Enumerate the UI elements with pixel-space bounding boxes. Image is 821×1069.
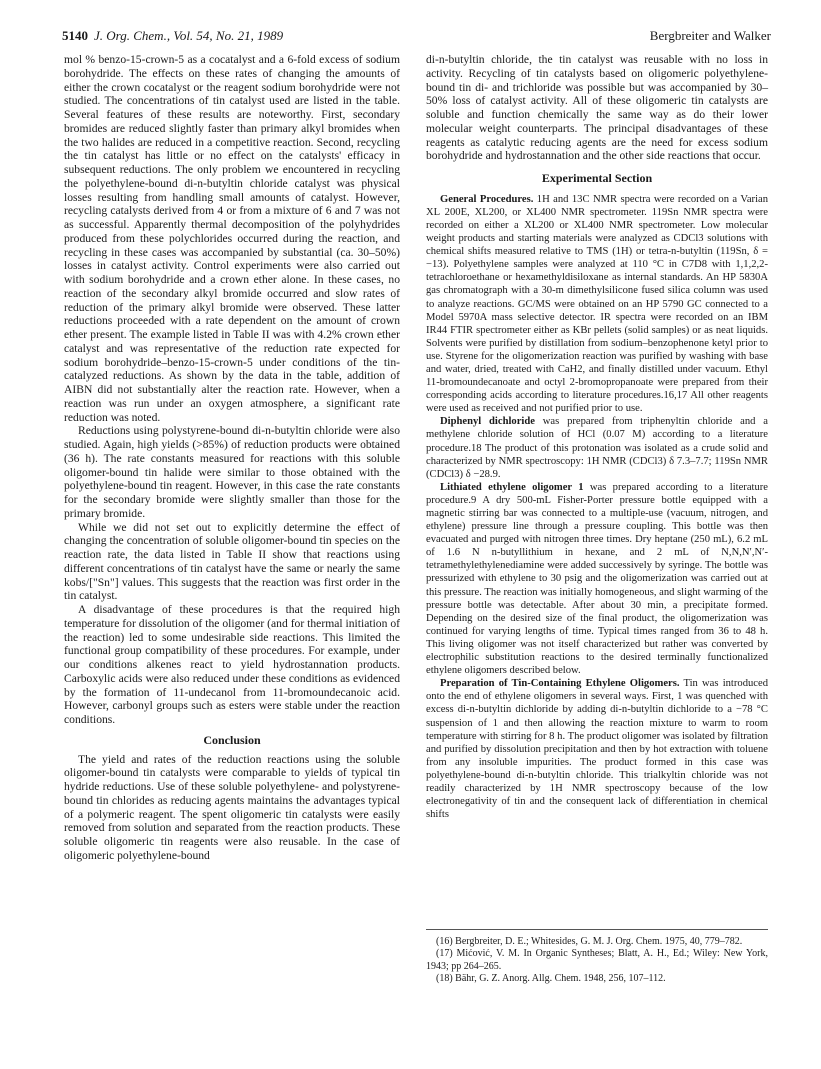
run-in-heading: Diphenyl dichloride xyxy=(440,416,535,428)
paragraph-text: was prepared from triphenyltin chloride and a methylene chloride solution of HCl (0.07 M) according to a literature procedure.18 The product of this protonation was isolated as a crude solid and characterized by NMR spectroscopy: 1H NMR (CDCl3) δ 7.3–7.7; 119Sn NMR (CDCl3) δ −28.9. xyxy=(426,416,768,480)
paragraph-text: 1H and 13C NMR spectra were recorded on a Varian XL 200E, XL200, or XL400 NMR spectrometer. 119Sn NMR spectra were recorded on either a XL200 or XL400 NMR spectrometer. Low molecular weight products and starting materials were analyzed as CDCl3 solutions with chemical shifts measured relative to TMS (1H) or tetra-n-butyltin (119Sn, δ = −13). Polyethylene samples were analyzed at 110 °C in C7D8 with 1,1,2,2-tetrachloroethane or hexamethyldisiloxane as internal standards. An HP 5830A gas chromatograph with a 30-m dimethylsilicone fused silica column was used to analyze reactions. GC/MS were obtained on an HP 5790 GC connected to a Model 5970A mass selective detector. IR spectra were recorded on an IBM IR44 FTIR spectrometer either as KBr pellets (solid samples) or as neat liquids. Solvents were purified by distillation from sodium–benzophenone ketyl prior to use. Styrene for the oligomerization reaction was purified by washing with base and water, dried, treated with CaH2, and finally distilled under vacuum. Ethyl 11-bromoundecanoate and octyl 2-bromopropanoate were prepared from their corresponding acids according to literature procedures.16,17 All other reagents were used as received and not purified prior to use. xyxy=(426,193,769,415)
conclusion-heading: Conclusion xyxy=(203,732,261,747)
journal-citation: J. Org. Chem., Vol. 54, No. 21, 1989 xyxy=(94,28,284,43)
footnote: (18) Bähr, G. Z. Anorg. Allg. Chem. 1948, 256, 107–112. xyxy=(436,972,666,984)
run-in-heading: General Procedures. xyxy=(440,193,534,205)
lithiated-oligomer-paragraph xyxy=(426,481,768,677)
body-paragraph: The yield and rates of the reduction reactions using the soluble oligomer-bound tin catalysts were comparable to yields of typical tin hydride reductions. Use of these soluble polyethylene- and polystyrene-bound tin chlorides as reducing agents maintains the advantages typical of a polymeric reagent. The spent oligomeric tin catalysts were easily removed from solution and separated from the reaction products. These soluble oligomeric tin reagents were also reusable. In the case of oligomeric polyethylene-bound xyxy=(64,752,400,862)
body-paragraph: While we did not set out to explicitly determine the effect of changing the concentration of soluble oligomer-bound tin species on the reaction rate, the data listed in Table II show that reactions using different concentrations of tin catalyst have the same or nearly the same kobs/["Sn"] values. This suggests that the reaction was first order in the tin catalyst. xyxy=(64,520,400,603)
run-in-heading: Preparation of Tin-Containing Ethylene Oligomers. xyxy=(440,678,680,690)
run-in-heading: Lithiated ethylene oligomer 1 xyxy=(440,481,584,493)
running-authors: Bergbreiter and Walker xyxy=(649,28,771,43)
footnote: (17) Mićović, V. M. In Organic Syntheses; Blatt, A. H., Ed.; Wiley: New York, 1943; pp 264–265. xyxy=(426,948,768,972)
diphenyl-dichloride-paragraph xyxy=(426,415,768,480)
left-column xyxy=(64,53,400,863)
page-header xyxy=(62,28,771,48)
footnotes xyxy=(426,929,768,985)
body-paragraph: A disadvantage of these procedures is that the required high temperature for dissolution of the oligomer (and for thermal initiation of the reaction) led to some undesirable side reactions. This limited the functional group compatibility of these procedures. For example, under our conditions alkenes react to yield hydrostannation products. Carboxylic acids were also reduced under these conditions as evidenced by the formation of 11-undecanol from 11-bromoundecanoic acid. However, carbonyl groups such as esters were stable under the reaction conditions. xyxy=(64,603,400,726)
paragraph-text: was prepared according to a literature procedure.9 A dry 500-mL Fisher-Porter pressure bottle equipped with a magnetic stirring bar was connected to a multiple-use (vacuum, nitrogen, and ethylene) pressure line through a pressure coupling. This bottle was then evacuated and purged with nitrogen three times. Dry heptane (250 mL), 6.2 mL of 1.6 N n-butyllithium in hexane, and 2 mL of N,N,N′,N′-tetramethylethylenediamine were added successively by syringe. The bottle was pressurized with ethylene to 30 psig and the oligomerization was carried out at this pressure. The reaction was initially homogeneous, and slight warming of the pressure bottle was detectable. After about 30 min, a precipitate formed. Depending on the desired size of the final product, the oligomerization was continued for varying lengths of time. Typical times ranged from 36 to 48 h. This living oligomer was not itself characterized but rather was converted by electrophilic substitution reactions to the desired terminally functionalized ethylene oligomers described below. xyxy=(426,481,768,677)
preparation-paragraph xyxy=(426,677,768,821)
body-paragraph: Reductions using polystyrene-bound di-n-butyltin chloride were also studied. Again, high yields (>85%) of reduction products were obtained (36 h). The rate constants measured for reactions with this soluble oligomer-bound tin halide were similar to those obtained with the polyethylene-bound tin reagent. However, in this case the rate constants for the secondary bromide were slightly smaller than those for the primary bromide. xyxy=(64,424,400,520)
right-column xyxy=(426,53,768,821)
header-left xyxy=(62,28,283,44)
footnote: (16) Bergbreiter, D. E.; Whitesides, G. M. J. Org. Chem. 1975, 40, 779–782. xyxy=(436,936,743,947)
page-number: 5140 xyxy=(62,28,88,43)
body-paragraph: di-n-butyltin chloride, the tin catalyst was reusable with no loss in activity. Recycling of tin catalysts based on oligomeric polyethylene-bound tin di- and trichloride was possible but was accompanied by 30–50% loss of catalyst activity. All of these oligomeric tin catalysts are soluble and function chemically the same way as do their lower molecular weight counterparts. The principal disadvantages of these reagents as catalytic reducing agents are the need for excess sodium borohydride and hydrostannation and the other side reactions that occur. xyxy=(426,53,768,163)
paragraph-text: Tin was introduced onto the end of ethylene oligomers in several ways. First, 1 was quenched with excess di-n-butyltin dichloride by adding di-n-butyltin dichloride to a −78 °C suspension of 1 and then allowing the reaction mixture to warm to room temperature with stirring for 8 h. The product oligomer was isolated by filtration and purified by dissolution precipitation and then by hot extraction with toluene from any insoluble impurities. The product formed in this case was polyethylene-bound di-n-butyltin chloride. This trialkyltin chloride was not readily characterized by 1H NMR spectroscopy because of the low electronegativity of tin and the consequent lack of differentiation in chemical shifts xyxy=(426,678,768,821)
experimental-heading: Experimental Section xyxy=(541,171,653,185)
body-paragraph: mol % benzo-15-crown-5 as a cocatalyst and a 6-fold excess of sodium borohydride. The effects on these rates of changing the amounts of either the crown cocatalyst or the reagent sodium borohydride were not studied. The concentrations of tin catalyst used are listed in the table. Several features of these results are noteworthy. First, secondary bromides are reduced slightly faster than primary alkyl bromides when the two halides are reduced in a competitive reaction. Second, recycling the tin catalyst has little or no effect on the catalysts' efficacy in subsequent reductions. The only problem we encountered in recycling the polyethylene-bound di-n-butyltin chloride catalyst was physical losses resulting from handling small amounts of catalyst. However, recycling catalysts derived from 4 or from a mixture of 6 and 7 was not as successful. Apparently thermal decomposition of the polyhydrides produced from these polychlorides occurred during the reaction, and recycling in these cases was accompanied by substantial (ca. 30–50%) losses in catalyst activity. Control experiments were also carried out with sodium borohydride and a crown ether alone. In these cases, no reaction of the secondary alkyl bromide occurred and slow rates of reduction of the primary alkyl bromide were observed. These latter reductions proceeded with a rate dependent on the amount of crown ether present. The example listed in Table II was with 4.2% crown ether catalyst and was representative of the reduction rate expected for sodium borohydride–benzo-15-crown-5 under conditions of the tin-catalyzed reductions. As shown by the data in the table, addition of AIBN did not substantially alter the reaction rate. However, when a reaction was run under an oxygen atmosphere, a significant rate reduction was noted. xyxy=(64,53,400,424)
general-procedures-paragraph xyxy=(426,193,768,416)
